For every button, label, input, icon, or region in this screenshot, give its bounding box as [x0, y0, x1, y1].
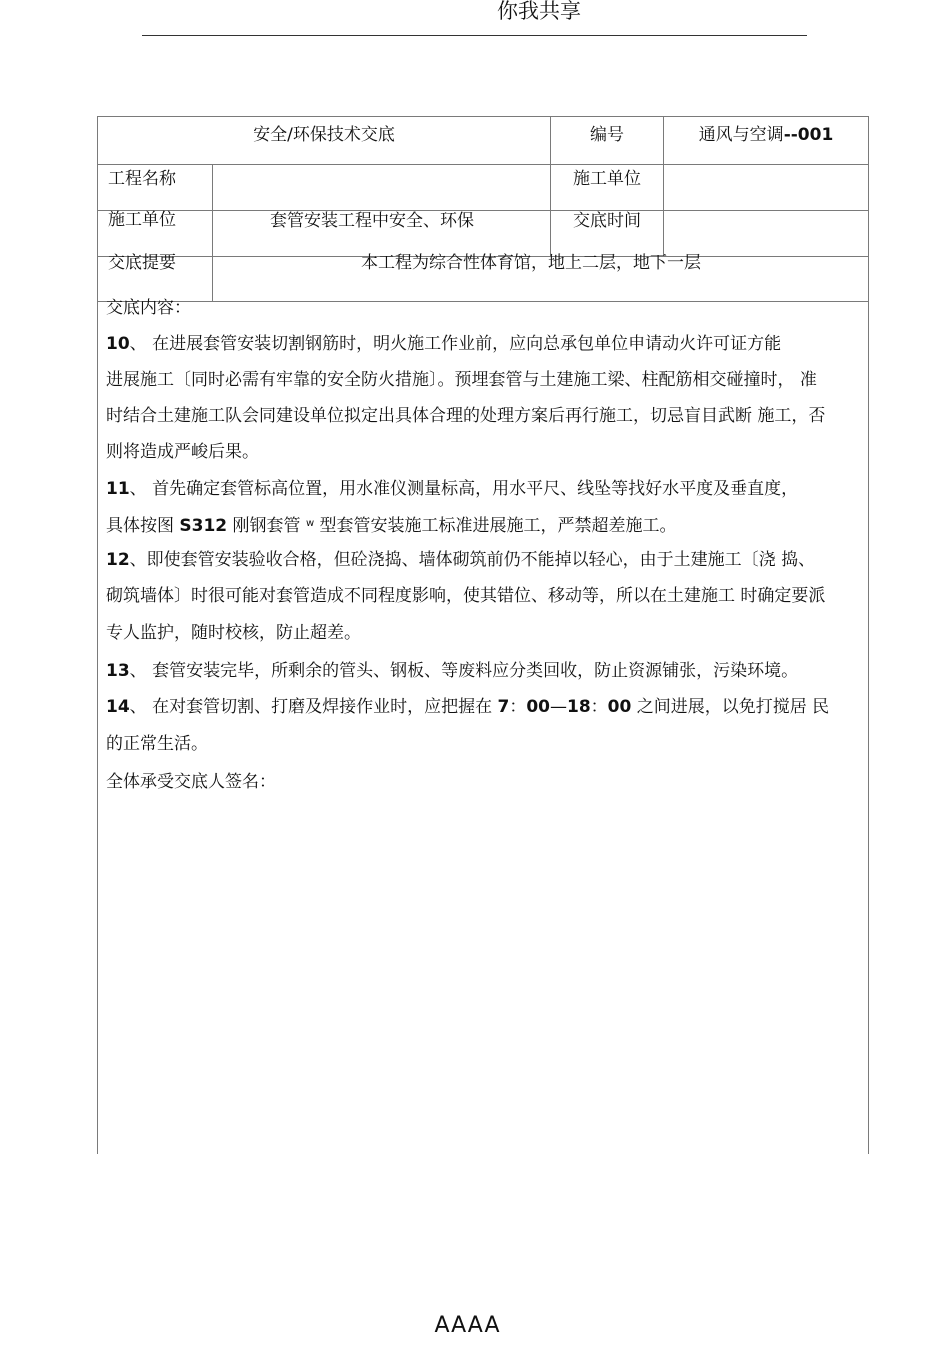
handover-time-label: 交底时间: [573, 211, 641, 231]
table-border-left: [97, 116, 98, 1154]
page-header: 你我共享: [497, 0, 581, 23]
code-label: 编号: [590, 125, 624, 145]
code-value: 通风与空调--001: [698, 125, 834, 145]
page-footer: AAAA: [434, 1313, 501, 1338]
item-12-line-2: 砌筑墙体〕时很可能对套管造成不同程度影响，使其错位、移动等，所以在土建施工 时确定要派: [106, 586, 826, 606]
summary-value: 本工程为综合性体育馆，地上二层，地下一层: [361, 253, 701, 273]
summary-label: 交底提要: [108, 253, 176, 273]
construction-unit-label-2: 施工单位: [108, 210, 176, 230]
item-11-line-2: 具体按图 S312 刚钢套管 $^w$ 型套管安装施工标准进展施工，严禁超差施工。: [106, 516, 677, 536]
project-name-label: 工程名称: [108, 169, 176, 189]
item-14-line-2: 的正常生活。: [106, 734, 208, 754]
table-col-divider-1: [212, 164, 213, 301]
item-10-line-2: 进展施工〔同时必需有牢靠的安全防火措施〕。预埋套管与土建施工梁、柱配筋相交碰撞时， 准: [106, 370, 817, 390]
header-rule: [142, 35, 807, 36]
item-14-line-1: 14、 在对套管切割、打磨及焊接作业时，应把握在 7：00—18：00 之间进展，以免打搅居 民: [106, 697, 830, 717]
item-10-line-1: 10、 在进展套管安装切割钢筋时，明火施工作业前，应向总承包单位申请动火许可证方能: [106, 334, 782, 354]
construction-unit-value-2: 套管安装工程中安全、环保: [270, 211, 474, 231]
construction-unit-label: 施工单位: [573, 169, 641, 189]
table-title: 安全/环保技术交底: [253, 125, 395, 145]
item-13-line-1: 13、 套管安装完毕，所剩余的管头、钢板、等废料应分类回收，防止资源铺张，污染环境。: [106, 661, 799, 681]
item-10-line-3: 时结合土建施工队会同建设单位拟定出具体合理的处理方案后再行施工，切忌盲目武断 施工，否: [106, 406, 826, 426]
table-border-right: [868, 116, 869, 1154]
signature-label: 全体承受交底人签名：: [106, 772, 276, 792]
item-12-line-1: 12、即使套管安装验收合格，但砼浇捣、墙体砌筑前仍不能掉以轻心，由于土建施工〔浇 捣、: [106, 550, 816, 570]
content-heading: 交底内容：: [106, 298, 191, 318]
item-12-line-3: 专人监护，随时校核，防止超差。: [106, 623, 361, 643]
item-11-line-1: 11、 首先确定套管标高位置，用水准仪测量标高，用水平尺、线坠等找好水平度及垂直度，: [106, 479, 799, 499]
item-10-line-4: 则将造成严峻后果。: [106, 442, 259, 462]
table-rule-4: [97, 301, 869, 302]
table-border-top: [97, 116, 869, 117]
